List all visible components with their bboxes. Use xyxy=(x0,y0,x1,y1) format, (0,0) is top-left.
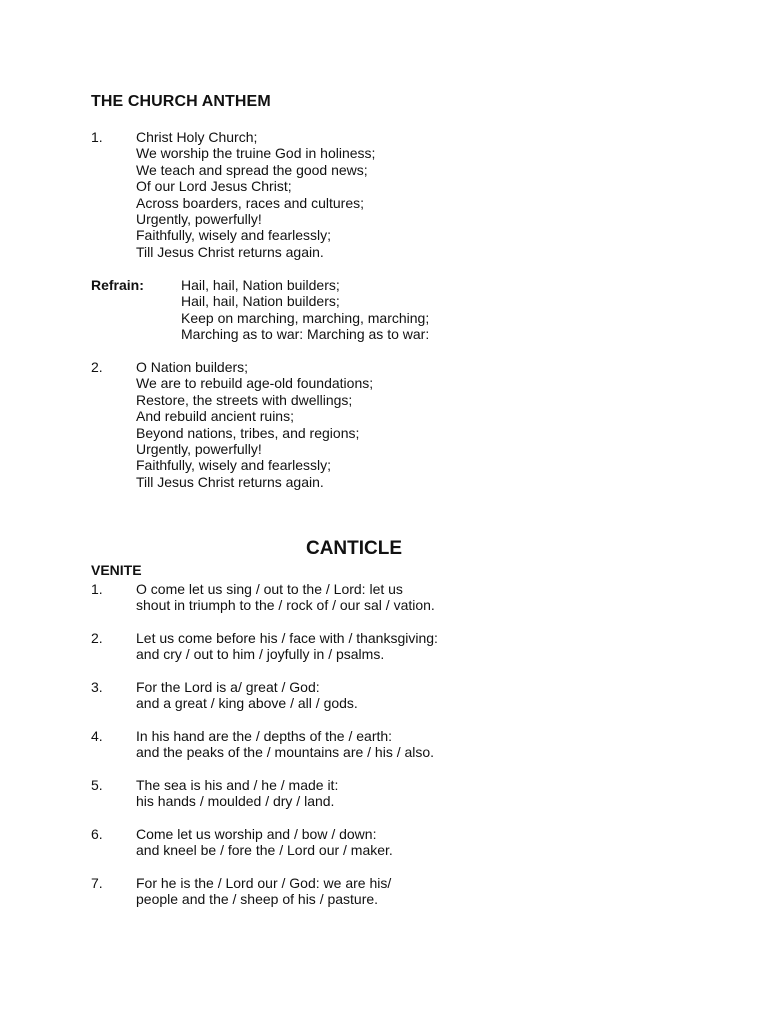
canticle-verse-5 xyxy=(136,777,338,810)
canticle-title: CANTICLE xyxy=(305,538,403,559)
refrain xyxy=(181,277,429,343)
verse-line: people and the / sheep of his / pasture. xyxy=(136,891,379,908)
canticle-verse-2 xyxy=(136,630,438,663)
canticle-verse-3-number: 3. xyxy=(91,679,103,695)
verse-line: Let us come before his / face with / thanksgiving: xyxy=(136,630,438,646)
anthem-title: THE CHURCH ANTHEM xyxy=(91,93,271,110)
verse-line: Faithfully, wisely and fearlessly; xyxy=(136,457,332,474)
anthem-verse-1 xyxy=(136,129,375,260)
verse-line: shout in triumph to the / rock of / our sal / vation. xyxy=(136,597,435,614)
verse-line: Faithfully, wisely and fearlessly; xyxy=(136,227,332,244)
canticle-verse-2-number: 2. xyxy=(91,630,103,646)
refrain-line: Keep on marching, marching, marching; xyxy=(181,309,430,326)
verse-line: Beyond nations, tribes, and regions; xyxy=(136,424,360,441)
refrain-line: Hail, hail, Nation builders; xyxy=(181,277,340,293)
canticle-verse-4 xyxy=(136,728,434,761)
anthem-verse-1-number: 1. xyxy=(91,129,103,145)
canticle-verse-1 xyxy=(136,581,435,614)
venite-subtitle: VENITE xyxy=(91,562,142,578)
verse-line: We are to rebuild age-old foundations; xyxy=(136,375,374,392)
verse-line: Till Jesus Christ returns again. xyxy=(136,243,324,260)
verse-line: and cry / out to him / joyfully in / psalms. xyxy=(136,646,385,663)
verse-line: The sea is his and / he / made it: xyxy=(136,777,339,793)
verse-line: O come let us sing / out to the / Lord: let us xyxy=(136,581,403,597)
verse-line: Come let us worship and / bow / down: xyxy=(136,826,377,842)
verse-line: Christ Holy Church; xyxy=(136,129,258,145)
verse-line: Urgently, powerfully! xyxy=(136,441,262,458)
canticle-verse-4-number: 4. xyxy=(91,728,103,744)
verse-line: We worship the truine God in holiness; xyxy=(136,145,376,162)
verse-line: Across boarders, races and cultures; xyxy=(136,194,364,211)
canticle-verse-6 xyxy=(136,826,393,859)
verse-line: In his hand are the / depths of the / earth: xyxy=(136,728,393,744)
anthem-verse-2-number: 2. xyxy=(91,359,103,375)
verse-line: And rebuild ancient ruins; xyxy=(136,408,294,425)
canticle-verse-3 xyxy=(136,679,358,712)
verse-line: For the Lord is a/ great / God: xyxy=(136,679,320,695)
verse-line: and a great / king above / all / gods. xyxy=(136,695,358,712)
verse-line: and kneel be / fore the / Lord our / maker. xyxy=(136,842,393,859)
verse-line: Till Jesus Christ returns again. xyxy=(136,473,324,490)
verse-line: his hands / moulded / dry / land. xyxy=(136,793,335,810)
verse-line: We teach and spread the good news; xyxy=(136,161,368,178)
verse-line: For he is the / Lord our / God: we are his/ xyxy=(136,875,392,891)
verse-line: and the peaks of the / mountains are / his / also. xyxy=(136,744,435,761)
canticle-verse-5-number: 5. xyxy=(91,777,103,793)
canticle-verse-7 xyxy=(136,875,391,908)
verse-line: O Nation builders; xyxy=(136,359,249,375)
anthem-verse-2 xyxy=(136,359,373,490)
canticle-verse-6-number: 6. xyxy=(91,826,103,842)
verse-line: Of our Lord Jesus Christ; xyxy=(136,178,292,195)
canticle-verse-7-number: 7. xyxy=(91,875,103,891)
refrain-line: Hail, hail, Nation builders; xyxy=(181,293,340,310)
canticle-verse-1-number: 1. xyxy=(91,581,103,597)
verse-line: Restore, the streets with dwellings; xyxy=(136,391,353,408)
refrain-label: Refrain: xyxy=(91,277,144,293)
verse-line: Urgently, powerfully! xyxy=(136,211,262,228)
refrain-line: Marching as to war: Marching as to war: xyxy=(181,326,430,343)
